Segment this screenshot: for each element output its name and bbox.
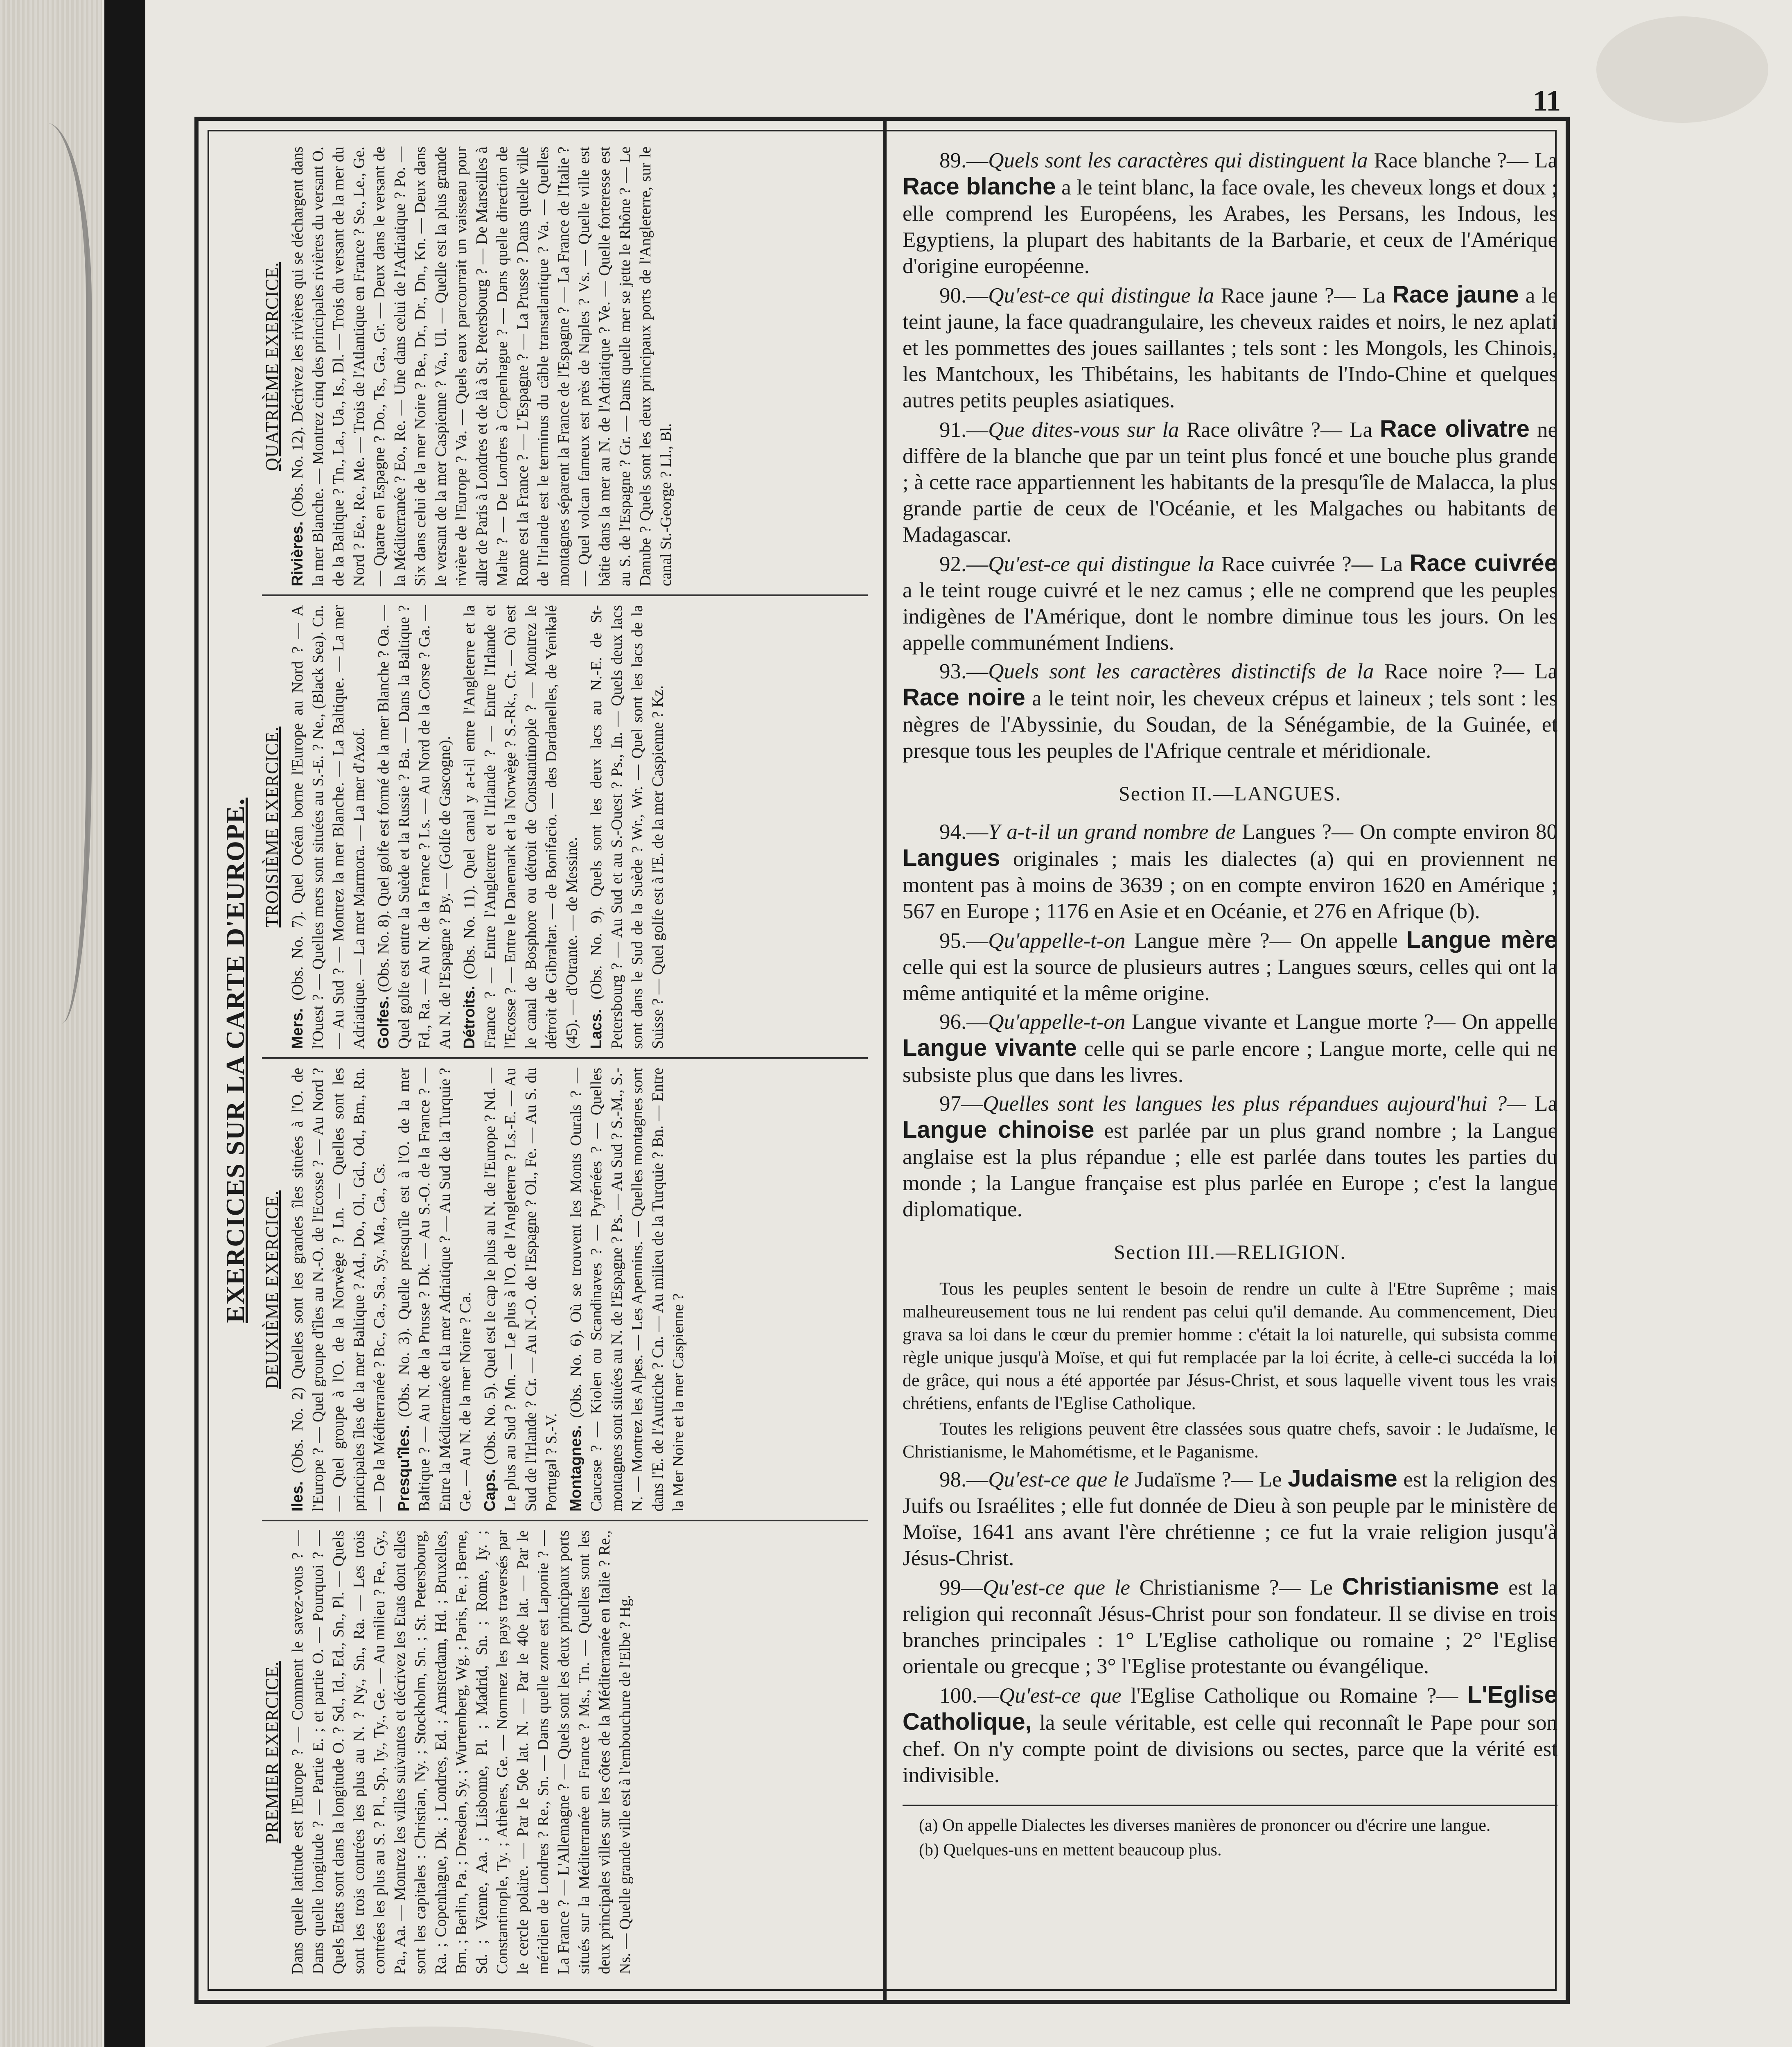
exercise-lead: Mers. <box>289 1008 306 1049</box>
exercise-text: (Obs. No. 8). Quel golfe est formé de la mer Blanche ? Oa. — Quel golfe est entre la Suède et la Russie ? Ba. — Dans la Baltique ? Fd., Ra. — Au N. de la France ? Ls. — Au Nord de la Corse ? Ga. — Au N. de l'Espagne ? By. — (Golfe de Gascogne). <box>375 605 454 1049</box>
exercise-text: Dans quelle latitude est l'Europe ? — Comment le savez-vous ? — Dans quelle longitude ? — Partie E. ; et partie O. — Pourquoi ? — Quels Etats sont dans la longitude O. ? Sd., Id., Ed., Sn., Pl. — Quels sont les trois contrées les plus au N. ? Ny., Sn., Ra. — Les trois contrées les plus au S. ? Pl., Sp., Iy., Ty., Ge. — Au milieu ? Fe., Gy., Pa., Aa. — Montrez les villes suivantes et décrivez les Etats dont elles sont les capitales : Christian, Ny. ; Stockholm, Sn. ; St. Petersbourg, Ra. ; Copenhague, Dk. ; Londres, Ed. ; Amsterdam, Hd. ; Bruxelles, Bm. ; Berlin, Pa. ; Dresden, Sy. ; Wurtemberg, Wg. ; Paris, Fe. ; Berne, Sd. ; Vienne, Aa. ; Lisbonne, Pl. ; Madrid, Sn. ; Rome, Iy. ; Constantinople, Ty. ; Athènes, Ge. — Nommez les pays traversés par le cercle polaire. — Par le 50e lat. N. — Par le 40e lat. — Par le méridien de Londres ? Re., Sn. — Dans quelle zone est Laponie ? — La France ? — L'Allemagne ? — Quels sont les deux principaux ports situés sur la Méditerranée en France ? Ms., Tn. — Quelles sont les deux principales villes sur les côtes de la Méditerranée en Italie ? Re., Ns. — Quelle grande ville est à l'embouchure de l'Elbe ? Hg. <box>289 1530 634 1974</box>
key-term: Race olivatre <box>1380 416 1530 442</box>
lesson-paragraph: 95.—Qu'appelle-t-on Langue mère ?— On appelle Langue mère celle qui est la source de plusieurs autres ; Langues sœurs, celles qui ont la même antiquité et la même origine. <box>903 926 1558 1005</box>
exercise-paragraph <box>480 1068 562 1512</box>
lesson-paragraph: 100.—Qu'est-ce que l'Eglise Catholique ou Romaine ?— L'Eglise Catholique, la seule véritable, est celle qui reconnaît le Pape pour son chef. On n'y compte point de divisions ou sectes, parce que la vérité est indivisible. <box>903 1681 1558 1787</box>
lesson-paragraph: 92.—Qu'est-ce qui distingue la Race cuivrée ?— La Race cuivrée a le teint rouge cuivré et le nez camus ; elle ne comprend que les peuples indigènes de l'Amérique, dont le nombre diminue tous les jours. On les appelle communément Indiens. <box>903 550 1558 655</box>
lesson-paragraph: 91.—Que dites-vous sur la Race olivâtre ?— La Race olivatre ne diffère de la blanche que par un teint plus foncé et une bouche plus grande ; à cette race appartiennent les habitants de la presqu'île de Malacca, la plus grande partie de ceux de l'Océanie, et les Malgaches ou habitants de Madagascar. <box>903 416 1557 547</box>
lesson-paragraph: 93.—Quels sont les caractères distinctifs de la Race noire ?— La Race noire a le teint noir, les cheveux crépus et laineux ; tels sont : les nègres de l'Abyssinie, du Soudan, de la Sénégambie, de la Guinée, et presque tous les peuples de l'Afrique centrale et méridionale. <box>903 660 1558 763</box>
exercises-panel <box>213 139 876 1981</box>
key-term: Langue chinoise <box>903 1116 1095 1143</box>
exercise-lead: Golfes. <box>375 996 392 1049</box>
key-term: Judaisme <box>1288 1465 1397 1492</box>
religion-intro: Toutes les religions peuvent être classées sous quatre chefs, savoir : le Judaïsme, le Christianisme, le Mahométisme, et le Paganisme. <box>903 1419 1557 1462</box>
exercise-heading: TROISIÈME EXERCICE. <box>262 726 282 928</box>
exercise-column-1 <box>262 1523 868 1981</box>
column-divider <box>883 118 887 2003</box>
lesson-paragraph: 90.—Qu'est-ce qui distingue la Race jaune ?— La Race jaune a le teint jaune, la face quadrangulaire, les cheveux raides et noirs, le nez aplati et les pommettes des joues saillantes ; tels sont : les Mongols, les Chinois, les Mantchoux, les Thibétains, les habitants de l'Indo-Chine et quelques autres petits peuples asiatiques. <box>903 281 1558 412</box>
exercise-paragraph <box>586 605 668 1049</box>
exercise-lead: Caps. <box>481 1469 499 1512</box>
exercise-rule <box>262 1057 868 1059</box>
exercise-lead: Rivières. <box>289 521 306 586</box>
key-term: Race jaune <box>1392 281 1519 308</box>
footnote: (a) On appelle Dialectes les diverses manières de prononcer ou d'écrire une langue. <box>919 1816 1491 1835</box>
exercise-paragraph <box>373 605 455 1049</box>
exercise-paragraph <box>459 605 582 1049</box>
key-term: Race blanche <box>903 173 1056 200</box>
exercise-text: (Obs. No. 7). Quel Océan borne l'Europe au Nord ? — A l'Ouest ? — Quelles mers sont situées au S.-E. ? Ne., (Black Sea). Cn. — Au Sud ? — Montrez la mer Blanche. — La Baltique. — La mer Adriatique. — La mer Marmora. — La mer d'Azof. <box>289 605 368 1049</box>
footnotes <box>903 1805 1557 1861</box>
key-term: L'Eglise Catholique, <box>903 1681 1558 1735</box>
exercise-text: (Obs. No. 11). Quel canal y a-t-il entre l'Angleterre et la France ? — Entre l'Angleterre et l'Irlande ? — Entre l'Irlande et l'Ecosse ? — Entre le Danemark et la Norwège ? S.-Rk., Ct. — Où est le canal de Bosphore ou détroit de Constantinople ? — Montrez le détroit de Gibraltar. — de Bonifacio. — des Dardanelles, de Yenikalé (45). — d'Otrante. — de Messine. <box>461 605 580 1049</box>
key-term: Race noire <box>903 684 1025 711</box>
exercise-text: (Obs. No. 12). Décrivez les rivières qui se déchargent dans la mer Blanche. — Montrez cinq des principales rivières du versant O. de la Baltique ? Tn., La., Ua., Is., Dl. — Trois du versant de la mer du Nord ? Ee., Re., Me. — Trois de l'Atlantique en France ? Se., Le., Ge. — Quatre en Espagne ? Do., Ts., Ga., Gr. — Deux dans le versant de la Méditerranée ? Eo., Re. — Une dans celui de l'Adriatique ? Po. — Six dans celui de la mer Noire ? Be., Dr., Dr., Dn., Kn. — Deux dans le versant de la mer Caspienne ? Va., Ul. — Quelle est la plus grande rivière de l'Europe ? Va. — Quels eaux parcourrait un vaisseau pour aller de Paris à Londres et de là à St. Petersbourg ? — De Marseilles à Malte ? — De Londres à Copenhague ? — Dans quelle direction de Rome est la France ? — L'Espagne ? — La Prusse ? Dans quelle ville de l'Irlande est le terminus du câble transatlantique ? Va. — Quelles montagnes séparent la France de l'Espagne ? — La France de l'Italie ? — Quel volcan fameux est près de Naples ? Vs. — Quelle ville est bâtie dans la mer au N. de l'Adriatique ? Ve. — Quelle forteresse est au S. de l'Espagne ? Gr. — Dans quelle mer se jette le Rhône ? — Le Danube ? Quels sont les deux principaux ports de l'Angleterre, sur le canal St.-George ? Ll., Bl. <box>289 147 675 586</box>
key-term: Langue mère <box>1406 926 1558 953</box>
lesson-paragraph: 94.—Y a-t-il un grand nombre de Langues ?— On compte environ 80 Langues originales ; mais les dialectes (a) qui en proviennent ne montent pas à moins de 3639 ; on en compte environ 1620 en Amérique ; 567 en Europe ; 1176 en Asie et en Océanie, et 276 en Afrique (b). <box>903 820 1558 923</box>
lesson-paragraph: 89.—Quels sont les caractères qui distinguent la Race blanche ?— La Race blanche a le teint blanc, la face ovale, les cheveux longs et doux ; elle comprend les Européens, les Arabes, les Persans, les Indous, les Egyptiens, la plupart des habitants de la Barbarie, et ceux de l'Amérique d'origine européenne. <box>903 149 1558 278</box>
exercise-rule <box>262 1520 868 1521</box>
races-block <box>903 147 1557 764</box>
exercise-text: (Obs. No. 2) Quelles sont les grandes îles situées à l'O. de l'Europe ? — Quel groupe d'îles au N.-O. de l'Ecosse ? — Au Nord ? — Quel groupe à l'O. de la Norwège ? Ln. — Quelles sont les principales îles de la mer Baltique ? Ad., Do., Ol., Gd., Od., Bm., Rn. — De la Méditerranée ? Bc., Ca., Sa., Sy., Ma., Ca., Cs. <box>289 1068 388 1512</box>
key-term: Langue vivante <box>903 1035 1077 1061</box>
exercises-title: EXERCICES SUR LA CARTE D'EUROPE. <box>221 798 250 1323</box>
exercise-paragraph <box>287 605 369 1049</box>
exercise-heading: PREMIER EXERCICE. <box>262 1661 282 1844</box>
key-term: Langues <box>903 845 1000 871</box>
exercise-lead: Montagnes. <box>567 1425 585 1512</box>
exercise-text: (Obs. No. 9). Quels sont les deux lacs au N.-E. de St-Petersbourg ? — Au Sud et au S.-Ouest ? Ps., In. — Quels deux lacs sont dans le Sud de la Suède ? Wr., Wr. — Quel sont les lacs de la Suisse ? — Quel golfe est à l'E. de la mer Caspienne ? Kz. <box>588 605 666 1049</box>
exercise-text: (Obs. No. 6). Où se trouvent les Monts Ourals ? — Caucase ? — Kiolen ou Scandinaves ? — Pyrénées ? — Quelles montagnes sont situées au N. de l'Espagne ? Ps. — Au Sud ? S.-M., S.-N. — Montrez les Alpes. — Les Apennins. — Quelles montagnes sont dans l'E. de l'Autriche ? Cn. — Au milieu de la Turquie ? Bn. — Entre la Mer Noire et la mer Caspienne ? <box>567 1067 687 1512</box>
footnote: (b) Quelques-uns en mettent beaucoup plus. <box>919 1841 1222 1859</box>
exercise-heading: QUATRIÈME EXERCICE. <box>262 262 282 471</box>
religion-intro: Tous les peuples sentent le besoin de rendre un culte à l'Etre Suprême ; mais malheureusement tous ne lui rendent pas celui qu'il demande. Au commencement, Dieu grava sa loi dans le cœur du premier homme : c'était la loi naturelle, qui subsista comme règle unique jusqu'à Moïse, et qui fut remplacée par la loi écrite, à celle-ci succéda la loi de grâce, qui nous a été apportée par Jésus-Christ, et sous laquelle vivent tous les vrais chrétiens, enfants de l'Eglise Catholique. <box>903 1279 1557 1413</box>
page-number: 11 <box>1533 84 1561 117</box>
binding-shadow <box>104 0 145 2047</box>
section-heading-religion: Section III.—RELIGION. <box>1114 1240 1346 1263</box>
exercise-column-4 <box>262 139 868 594</box>
map-coastline <box>16 123 92 1024</box>
lesson-paragraph: 99—Qu'est-ce que le Christianisme ?— Le Christianisme est la religion qui reconnaît Jésus-Christ pour son fondateur. Il se divise en trois branches principales : 1° L'Eglise catholique ou romaine ; 2° l'Eglise orientale ou grecque ; 3° l'Eglise protestante ou évangélique. <box>903 1573 1558 1678</box>
exercise-paragraph <box>394 1068 476 1512</box>
lesson-paragraph: 97—Quelles sont les langues les plus répandues aujourd'hui ?— La Langue chinoise est parlée par un plus grand nombre ; la Langue anglaise est la plus répandue ; elle est parlée dans toutes les parties du monde ; la Langue française est plus parlée en Europe ; c'est la langue diplomatique. <box>903 1092 1558 1221</box>
lesson-paragraph: 98.—Qu'est-ce que le Judaïsme ?— Le Judaisme est la religion des Juifs ou Israélites ; elle fut donnée de Dieu à son peuple par le ministère de Moïse, 1641 ans avant l'ère chrétienne ; ce fut la vraie religion jusqu'à Jésus-Christ. <box>903 1465 1557 1570</box>
exercise-lead: Presqu'îles. <box>395 1425 413 1512</box>
exercise-paragraph <box>287 1068 390 1512</box>
exercise-rule <box>262 594 868 596</box>
map-fragment <box>0 0 102 2047</box>
section-heading-langues: Section II.—LANGUES. <box>1118 782 1342 805</box>
exercise-lead: Détroits. <box>461 985 478 1049</box>
key-term: Christianisme <box>1342 1573 1499 1600</box>
exercise-text: (Obs. No. 3). Quelle presqu'île est à l'O. de la mer Baltique ? — Au N. de la Prusse ? Dk. — Au S.-O. de la France ? — Entre la Méditerranée et la mer Adriatique ? — Au Sud de la Turquie ? Ge. — Au N. de la mer Noire ? Ca. <box>395 1068 474 1512</box>
exercise-text: (Obs. No. 5). Quel est le cap le plus au N. de l'Europe ? Nd. — Le plus au Sud ? Mn. — Le plus à l'O. de l'Angleterre ? Ls.-E. — Au Sud de l'Irlande ? Cr. — Au N.-O. de l'Espagne ? Ol., Fe. — Au S. du Portugal ? S.-V. <box>481 1067 560 1512</box>
exercise-lead: Lacs. <box>588 1009 605 1049</box>
lesson-paragraph: 96.—Qu'appelle-t-on Langue vivante et Langue morte ?— On appelle Langue vivante celle qui se parle encore ; Langue morte, celle qui ne subsiste plus que dans les livres. <box>903 1010 1558 1087</box>
exercise-paragraph <box>287 147 676 586</box>
religion-block <box>903 1277 1557 1788</box>
lesson-column <box>903 147 1557 1990</box>
languages-block <box>903 819 1557 1222</box>
exercise-column-3 <box>262 598 868 1056</box>
paper-stain <box>246 2027 614 2047</box>
paper-stain <box>1596 16 1768 123</box>
exercise-heading: DEUXIÈME EXERCICE. <box>262 1190 282 1389</box>
exercise-lead: Iles. <box>289 1481 306 1512</box>
key-term: Race cuivrée <box>1409 550 1558 576</box>
exercise-paragraph <box>566 1068 688 1512</box>
exercise-column-2 <box>262 1060 868 1519</box>
